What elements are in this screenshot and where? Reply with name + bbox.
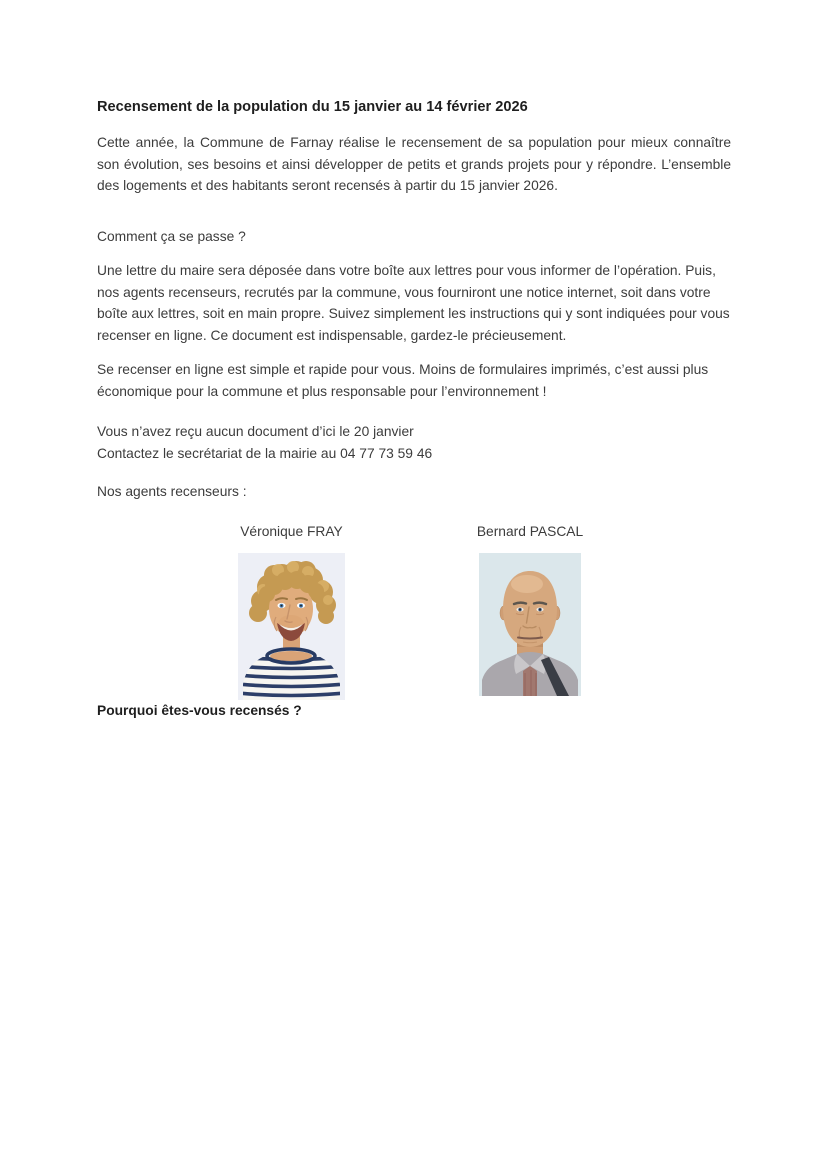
how-heading: Comment ça se passe ? bbox=[97, 228, 246, 244]
agents-row bbox=[97, 521, 731, 701]
doc-title: Recensement de la population du 15 janvier au 14 février 2026 bbox=[97, 99, 528, 115]
agent-card-veronique bbox=[238, 521, 345, 701]
agents-heading: Nos agents recenseurs : bbox=[97, 484, 247, 499]
contact-line-2: Contactez le secrétariat de la mairie au 04 77 73 59 46 bbox=[97, 445, 433, 461]
contact-line-1: Vous n’avez reçu aucun document d’ici le 20 janvier bbox=[97, 424, 414, 439]
agent-name-veronique: Véronique FRAY bbox=[240, 523, 343, 539]
how-body-paragraph: Une lettre du maire sera déposée dans votre boîte aux lettres pour vous informer de l’opération. Puis, nos agents recenseurs, recrutés par la commune, vous fourniront une notice internet, soit dans votre boîte aux lettres, soit en main propre. Suivez simplement les instructions qui y sont indiquées pour vous recenser en ligne. Ce document est indispensable, gardez-le précieusement. bbox=[97, 263, 730, 343]
agent-photo-bernard bbox=[479, 553, 581, 696]
agent-card-bernard bbox=[476, 521, 584, 697]
online-benefits-paragraph: Se recenser en ligne est simple et rapide pour vous. Moins de formulaires imprimés, c’est aussi plus économique pour la commune et plus responsable pour l’environnement ! bbox=[97, 362, 709, 399]
intro-paragraph: Cette année, la Commune de Farnay réalise le recensement de sa population pour mieux connaître son évolution, ses besoins et ainsi développer de petits et grands projets pour y répondre. L’ensemble des logements et des habitants seront recensés à partir du 15 janvier 2026. bbox=[97, 135, 731, 193]
agent-photo-veronique bbox=[238, 553, 345, 700]
document-content bbox=[97, 97, 731, 722]
why-heading: Pourquoi êtes-vous recensés ? bbox=[97, 703, 302, 718]
agent-name-bernard: Bernard PASCAL bbox=[476, 523, 584, 539]
